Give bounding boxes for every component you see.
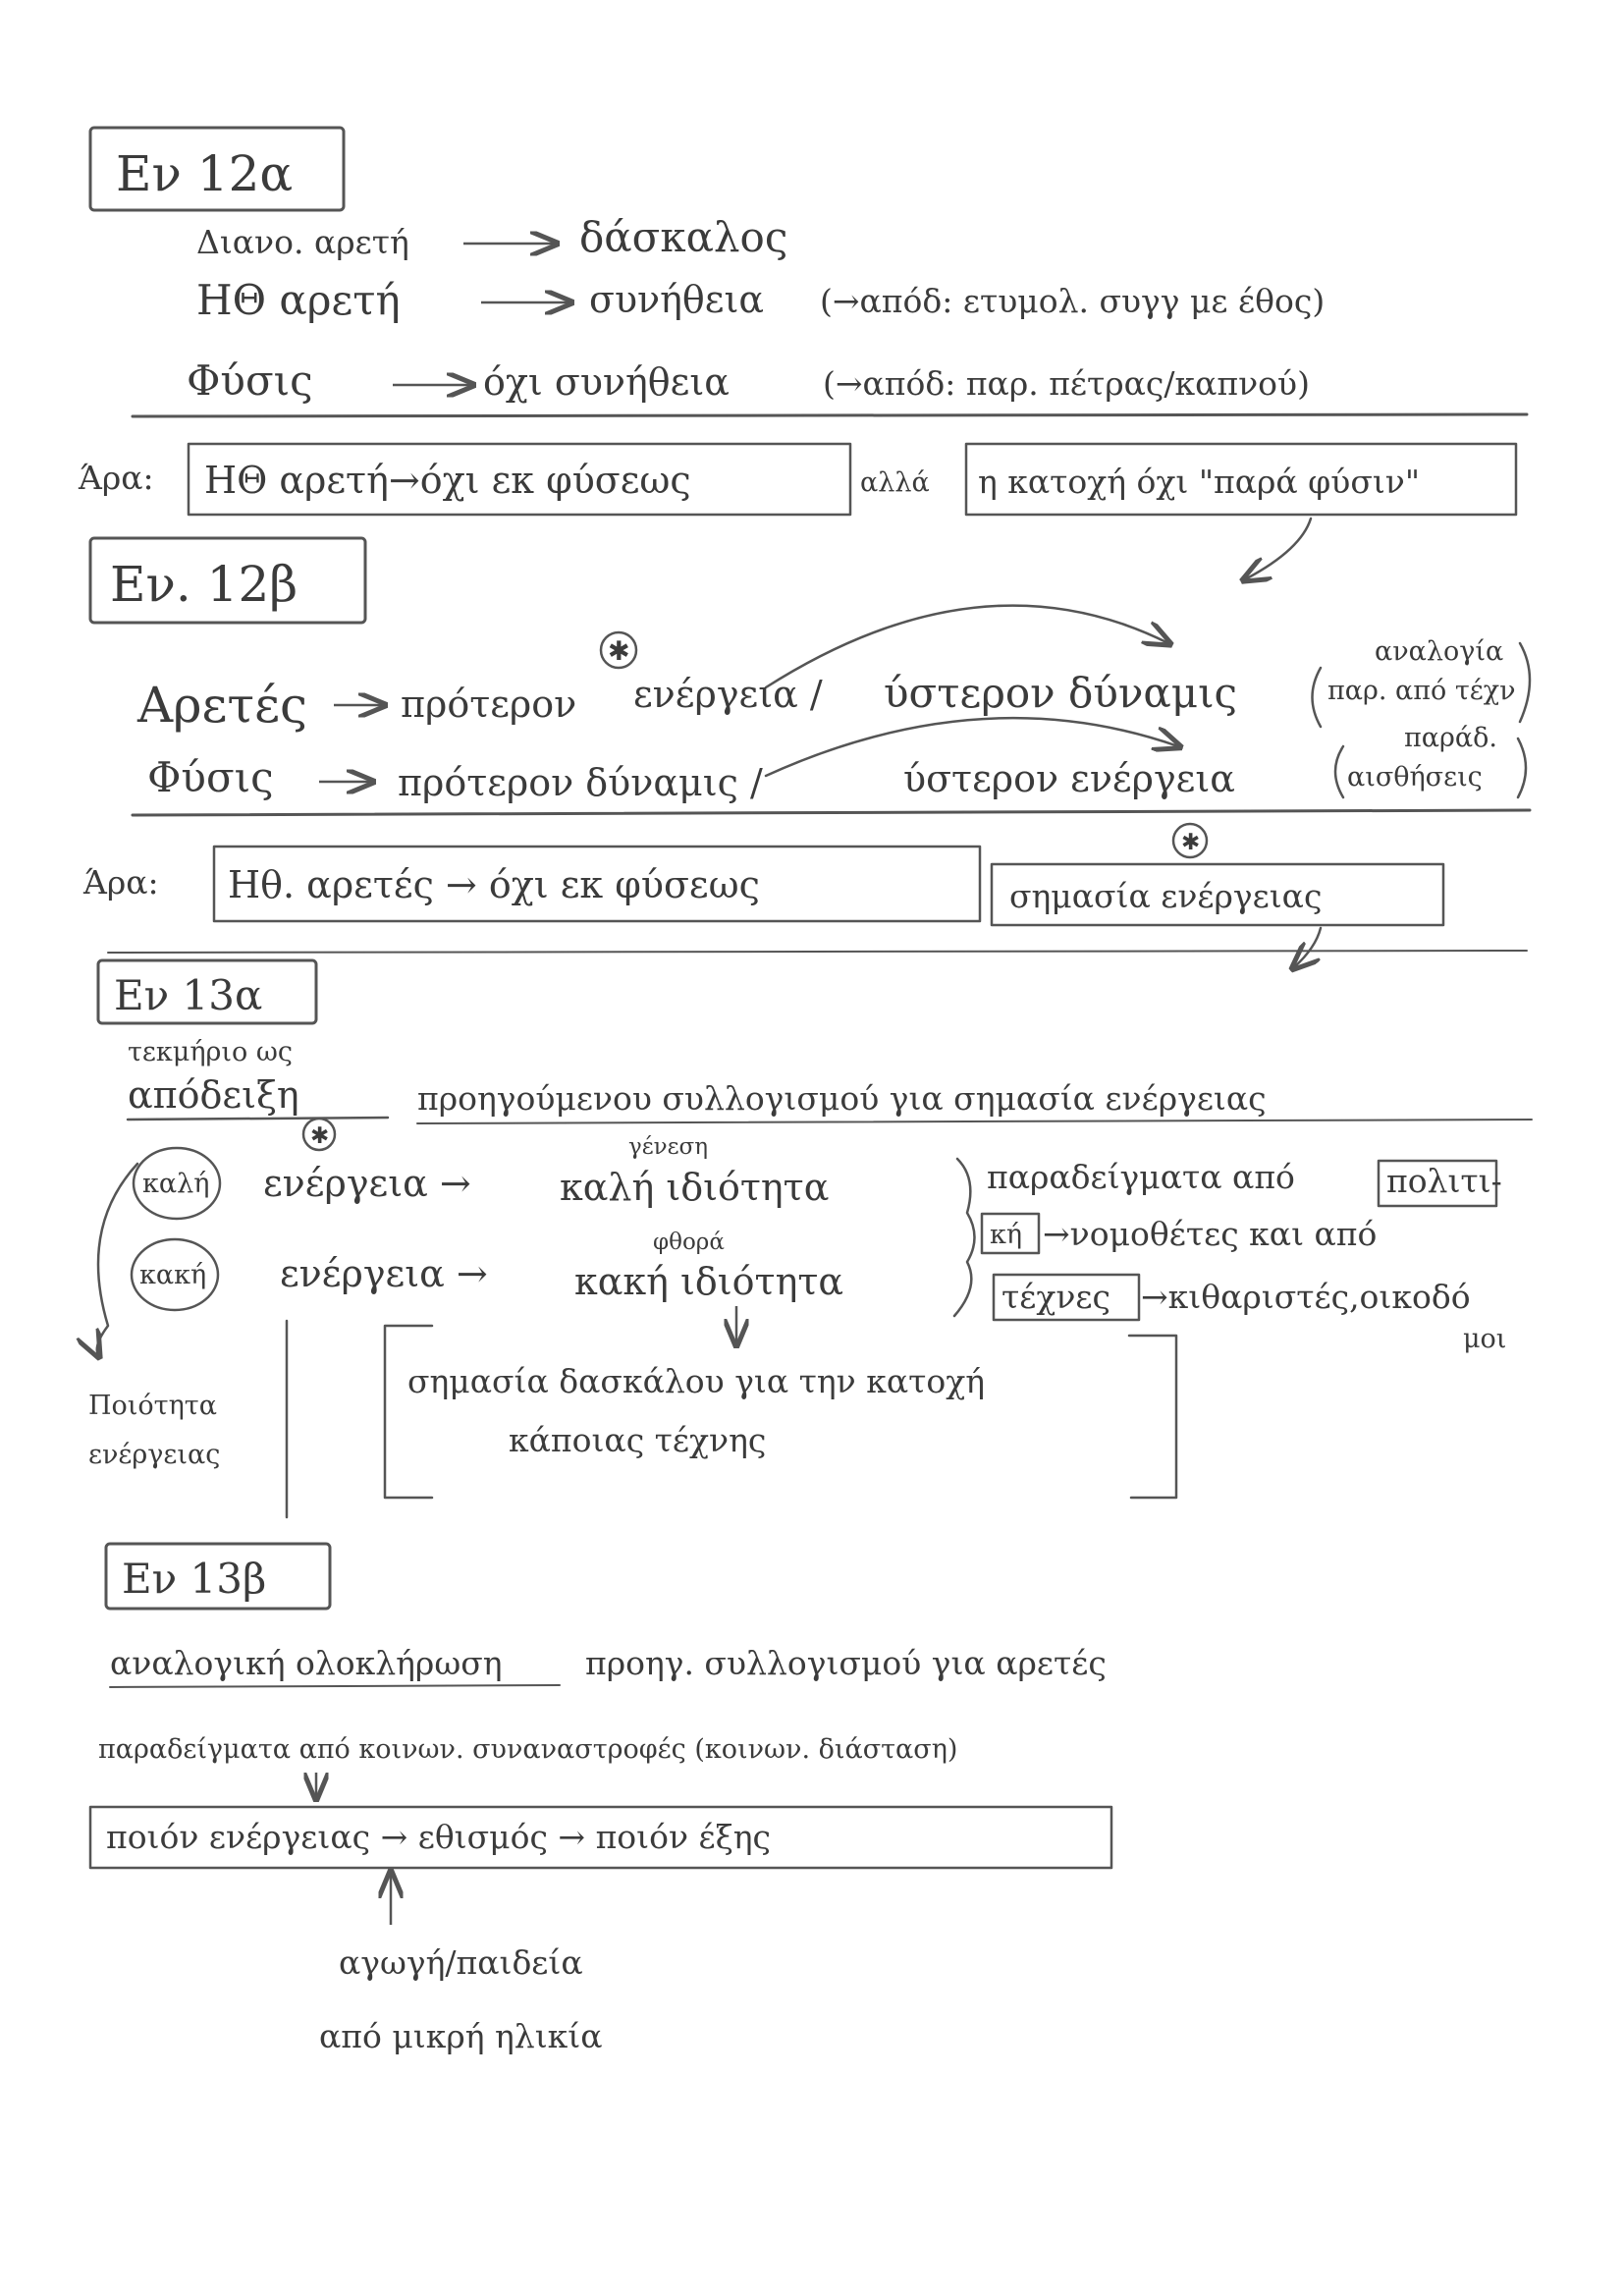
examples-1a: παραδείγματα από [987, 1158, 1295, 1196]
brace [954, 1159, 975, 1316]
examples-2b: →νομοθέτες και από [1043, 1215, 1378, 1253]
alla-text: αλλά [860, 467, 930, 498]
paradeigma-note: παράδ. [1404, 723, 1497, 753]
poiotita-1: Ποιότητα [88, 1391, 217, 1421]
aretes-label: Αρετές [137, 677, 307, 734]
section-13b-label: Εν 13β [122, 1555, 267, 1603]
possession-text: η κατοχή όχι "παρά φύσιν" [978, 463, 1421, 501]
etymology-note: (→απόδ: ετυμολ. συγγ με έθος) [820, 282, 1326, 320]
divider [133, 414, 1527, 416]
tekmirio-text: τεκμήριο ως [128, 1037, 293, 1067]
proteron-text: πρότερον [401, 683, 577, 726]
synitheia-text: συνήθεια [589, 278, 765, 321]
agogi-line-2: από μικρή ηλικία [319, 2017, 603, 2055]
asterisk-glyph: ✱ [608, 636, 630, 667]
arrow-icon [1294, 928, 1321, 967]
kaki-idiotita: κακή ιδιότητα [574, 1260, 844, 1303]
bracket-line-1: σημασία δασκάλου για την κατοχή [407, 1362, 986, 1400]
kali-idiotita: καλή ιδιότητα [560, 1166, 830, 1209]
ithiki-arete: ΗΘ αρετή [196, 276, 401, 324]
energeia-kali: ενέργεια → [263, 1162, 471, 1205]
arrow-icon [1245, 519, 1311, 579]
examples-line: παραδείγματα από κοινων. συναναστροφές (κοινων. διάσταση) [98, 1734, 958, 1765]
kali-text: καλή [142, 1169, 210, 1199]
agogi-line-1: αγωγή/παιδεία [339, 1943, 583, 1982]
underline [110, 1685, 560, 1687]
apodeixi-text: απόδειξη [128, 1073, 299, 1117]
stone-smoke-note: (→απόδ: παρ. πέτρας/καπνού) [823, 364, 1310, 403]
bracket-right [1129, 1336, 1176, 1498]
poiotita-2: ενέργειας [88, 1440, 221, 1470]
heading-rest: προηγούμενου συλλογισμού για σημασία ενέργειας [417, 1079, 1267, 1118]
energeia-kaki: ενέργεια → [280, 1252, 488, 1295]
divider [108, 951, 1527, 953]
paren-right [1518, 738, 1526, 797]
par-techn-note: παρ. από τέχν [1327, 676, 1516, 706]
asterisk-glyph: ✱ [310, 1123, 330, 1149]
energeia-importance-text: σημασία ενέργειας [1009, 877, 1323, 915]
ara-label-12b: Άρα: [83, 863, 159, 902]
didaktiki-arete: Διανο. αρετή [196, 223, 409, 261]
ara-label-12a: Άρα: [79, 459, 154, 497]
examples-1b: πολιτι- [1386, 1162, 1502, 1200]
underline [128, 1118, 388, 1120]
bracket-line-2: κάποιας τέχνης [509, 1421, 767, 1459]
conclusion-text: ΗΘ αρετή→όχι εκ φύσεως [204, 459, 691, 502]
paren-left [1313, 668, 1322, 727]
ysteron-dynamis: ύστερον δύναμις [884, 669, 1238, 717]
paren-right [1520, 643, 1530, 722]
energeia-text: ενέργεια / [633, 673, 823, 716]
genesi-text: γένεση [628, 1134, 709, 1160]
aisthiseis-note: αισθήσεις [1347, 762, 1483, 793]
conclusion-text-12b: Ηθ. αρετές → όχι εκ φύσεως [228, 863, 760, 906]
proig-text: προηγ. συλλογισμού για αρετές [585, 1644, 1107, 1682]
examples-4: μοι [1463, 1324, 1507, 1354]
curved-arrow-icon [97, 1164, 137, 1355]
analogiki-text: αναλογική ολοκλήρωση [110, 1644, 503, 1682]
habit-text: ποιόν ενέργειας → εθισμός → ποιόν έξης [106, 1818, 772, 1856]
kaki-text: κακή [139, 1260, 207, 1290]
examples-2a: κή [990, 1220, 1023, 1250]
ysteron-energeia: ύστερον ενέργεια [903, 757, 1235, 800]
asterisk-glyph: ✱ [1181, 830, 1201, 855]
ochi-synitheia: όχι συνήθεια [483, 360, 730, 404]
analogia-note: αναλογία [1375, 636, 1504, 667]
bracket-left [385, 1326, 432, 1498]
paren-left [1335, 746, 1343, 797]
underline [417, 1120, 1532, 1123]
section-12b-label: Εν. 12β [110, 556, 298, 613]
section-12a-label: Εν 12α [116, 145, 294, 202]
fysis-label-12b: Φύσις [147, 753, 274, 801]
fthora-text: φθορά [653, 1230, 725, 1255]
proteron-dynamis: πρότερον δύναμις / [398, 761, 763, 804]
examples-3a: τέχνες [1001, 1278, 1110, 1316]
examples-3b: →κιθαριστές,οικοδό [1141, 1278, 1471, 1316]
divider [133, 810, 1530, 815]
section-13a-label: Εν 13α [114, 971, 263, 1019]
daskalos-text: δάσκαλος [579, 213, 788, 261]
fysis-label-12a: Φύσις [187, 356, 313, 405]
